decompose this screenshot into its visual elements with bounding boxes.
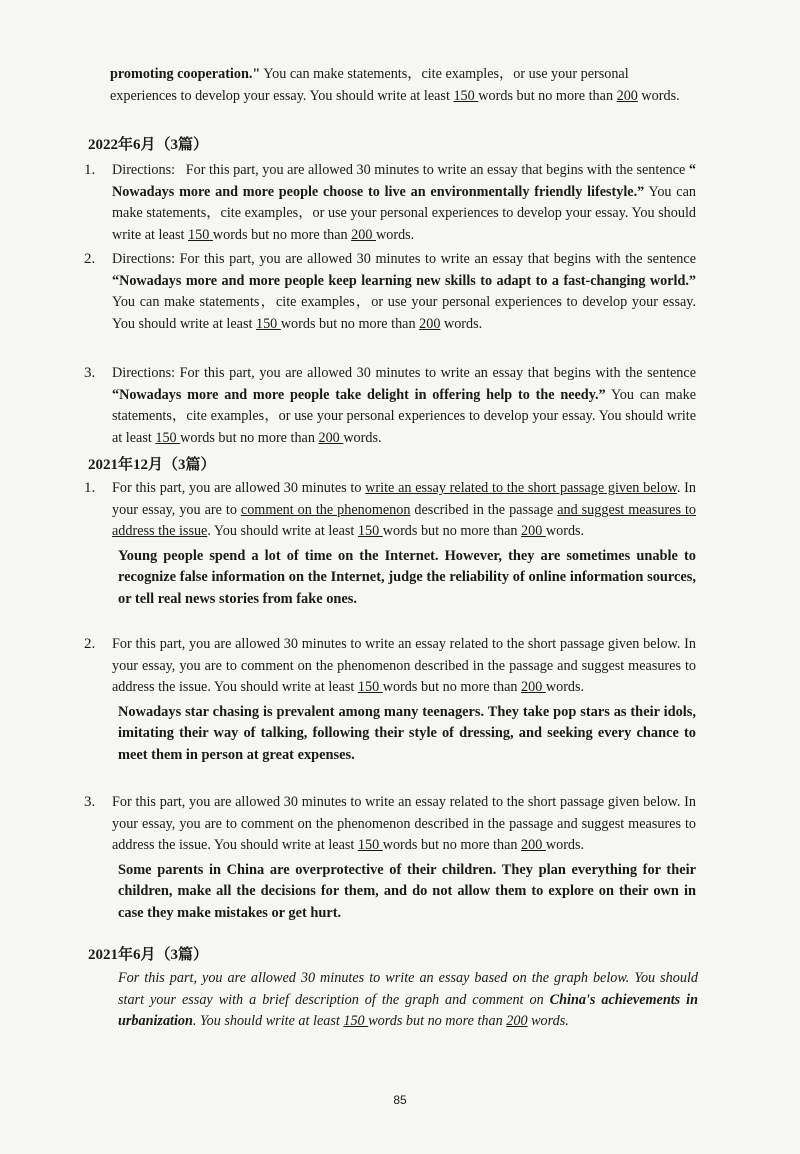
- directions-text: described in the passage: [410, 501, 558, 518]
- item-directions: [112, 792, 696, 857]
- item-number: 2.: [84, 251, 96, 267]
- max-words: 200: [318, 429, 344, 446]
- short-passage: Some parents in China are overprotective of their children. They plan everything for their children, make all the decisions for them, and do not allow them to explore on their own in case they make mistakes or get hurt.: [118, 861, 696, 921]
- directions-text: Directions: For this part, you are allowed 30 minutes to write an essay that begins with the sentence: [112, 251, 696, 267]
- directions-text: For this part, you are allowed 30 minutes to: [112, 480, 366, 496]
- max-words: 200: [351, 226, 376, 243]
- item-directions: [112, 160, 696, 246]
- max-words: 200: [521, 679, 546, 695]
- essay-topic: China's achievements in urbanization: [118, 991, 698, 1029]
- underlined-instruction: and suggest measures to address the issue: [112, 501, 696, 539]
- intro-text: words.: [637, 87, 680, 104]
- directions-text: words but no more than: [382, 679, 522, 695]
- essay-item-2022-2: [84, 249, 696, 335]
- directions-text: . You should write at least: [192, 1013, 344, 1029]
- directions-text: words but no more than: [368, 1013, 507, 1029]
- essay-item-2021-12-2: [84, 634, 696, 766]
- essay-item-2022-1: [84, 160, 696, 246]
- intro-text: words but no more than: [478, 87, 617, 104]
- item-number: 3.: [84, 365, 96, 381]
- item-number: 2.: [84, 636, 96, 652]
- directions-text: You can make statements，cite examples，or use your personal experiences to develop your essay. You should write at least: [112, 183, 696, 243]
- item-directions: [112, 478, 696, 543]
- item-number: 3.: [84, 794, 96, 810]
- directions-text: words but no more than: [382, 837, 522, 853]
- prompt-sentence: “Nowadays more and more people keep learning new skills to adapt to a fast-changing world.”: [112, 272, 696, 289]
- directions-text: . In your essay, you are to: [112, 480, 696, 518]
- prompt-sentence: “ Nowadays more and more people choose to live an environmentally friendly lifestyle.”: [112, 162, 696, 200]
- item-directions: [112, 249, 696, 335]
- page-number: 85: [393, 1093, 407, 1107]
- item-directions: [112, 634, 696, 699]
- directions-text: Directions: For this part, you are allowed 30 minutes to write an essay that begins with the sentence: [112, 365, 696, 381]
- essay-item-2021-12-1: [84, 478, 696, 610]
- short-passage: Nowadays star chasing is prevalent among many teenagers. They take pop stars as their idols, imitating their way of talking, following their style of dressing, and seeking every chance to meet them in person at great expenses.: [118, 703, 696, 763]
- directions-text: Directions: For this part, you are allowed 30 minutes to write an essay that begins with the sentence: [112, 162, 689, 178]
- essay-item-2021-06: [118, 968, 698, 1033]
- item-number: 1.: [84, 480, 96, 496]
- directions-text: For this part, you are allowed 30 minutes to write an essay based on the graph below. You should start your essay with a brief description of the graph and comment on: [118, 970, 698, 1008]
- underlined-instruction: write an essay related to the short passage given below: [365, 480, 677, 496]
- directions-text: words.: [545, 837, 585, 853]
- short-passage: Young people spend a lot of time on the Internet. However, they are sometimes unable to recognize false information on the Internet, judge the reliability of online information sources, or tell real news stories from fake ones.: [118, 547, 696, 607]
- min-words: 150: [357, 679, 383, 695]
- directions-text: words but no more than: [180, 429, 319, 446]
- section-heading-2021-06: 2021年6月（3篇）: [88, 947, 209, 963]
- min-words: 150: [255, 315, 281, 332]
- essay-item-2022-3: [84, 363, 696, 449]
- directions-text: You can make statements，cite examples，or use your personal experiences to develop your essay. You should write at least: [112, 386, 696, 446]
- directions-text: words.: [545, 679, 585, 695]
- min-words: 150: [453, 87, 479, 104]
- essay-item-2021-12-3: [84, 792, 696, 924]
- directions-text: words.: [440, 315, 483, 332]
- min-words: 150: [357, 523, 383, 539]
- max-words: 200: [506, 1013, 528, 1029]
- item-number: 1.: [84, 162, 96, 178]
- directions-text: words but no more than: [212, 226, 352, 243]
- intro-bold: promoting cooperation.": [110, 66, 261, 82]
- max-words: 200: [521, 523, 546, 539]
- section-heading-2022-06: 2022年6月（3篇）: [88, 137, 209, 153]
- item-directions: [112, 363, 696, 449]
- directions-text: words but no more than: [382, 523, 522, 539]
- directions-text: For this part, you are allowed 30 minutes to write an essay related to the short passage given below. In your essay, you are to comment on the phenomenon described in the passage and suggest measures to address the issue. You should write at least: [112, 636, 696, 695]
- directions-text: words.: [343, 429, 382, 446]
- min-words: 150: [188, 226, 213, 243]
- directions-text: words.: [527, 1013, 569, 1029]
- max-words: 200: [616, 87, 638, 104]
- prompt-sentence: “Nowadays more and more people take delight in offering help to the needy.”: [112, 386, 606, 403]
- max-words: 200: [521, 837, 546, 853]
- directions-text: For this part, you are allowed 30 minutes to write an essay related to the short passage given below. In your essay, you are to comment on the phenomenon described in the passage and suggest measures to address the issue. You should write at least: [112, 794, 696, 853]
- intro-paragraph: [110, 64, 695, 107]
- directions-text: You can make statements，cite examples，or use your personal experiences to develop your essay. You should write at least: [112, 294, 696, 332]
- section-heading-2021-12: 2021年12月（3篇）: [88, 457, 216, 473]
- intro-text: You can make statements，cite examples，or use your personal experiences to develop your essay. You should write at least: [110, 66, 629, 104]
- min-words: 150: [357, 837, 383, 853]
- directions-text: words but no more than: [280, 315, 420, 332]
- directions-text: words.: [545, 523, 585, 539]
- directions-text: . You should write at least: [207, 523, 358, 539]
- underlined-instruction: comment on the phenomenon: [240, 501, 411, 518]
- directions-text: words.: [376, 226, 415, 243]
- min-words: 150: [343, 1013, 369, 1029]
- min-words: 150: [155, 429, 181, 446]
- max-words: 200: [419, 315, 441, 332]
